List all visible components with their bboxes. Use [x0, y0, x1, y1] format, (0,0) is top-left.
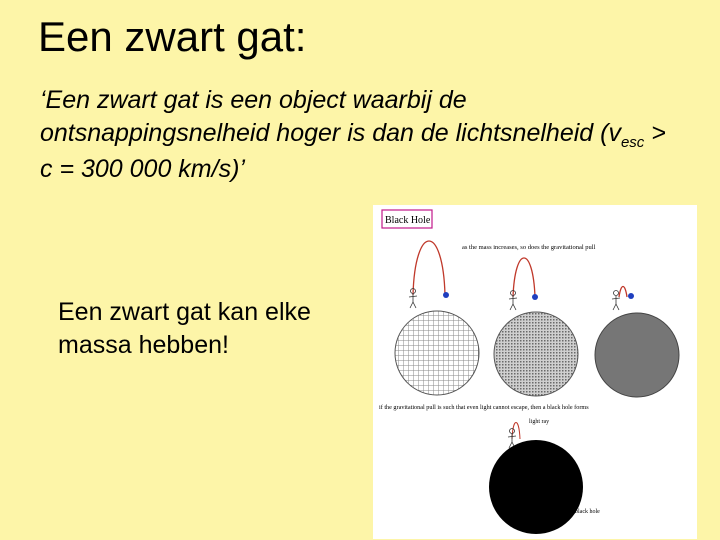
black-hole-definition [40, 84, 680, 186]
trajectory-1 [413, 241, 445, 295]
definition-text-end: > c = 300 000 km/s)’ [40, 119, 666, 183]
ball-2 [532, 294, 538, 300]
figure-label: Black Hole [385, 215, 431, 226]
trajectory-3 [619, 287, 627, 298]
ball-3 [628, 293, 634, 299]
trajectory-2 [513, 258, 535, 297]
escape-subscript: esc [620, 134, 645, 151]
caption-middle: if the gravitational pull is such that even light cannot escape, then a black hole forms [379, 404, 589, 411]
planet-high-mass [595, 313, 679, 397]
stick-figure-3 [612, 291, 620, 311]
planet-medium-mass [494, 312, 578, 396]
mass-statement: Een zwart gat kan elke massa hebben! [58, 298, 311, 359]
slide-title: Een zwart gat: [38, 13, 307, 60]
caption-top: as the mass increases, so does the gravitational pull [462, 244, 596, 251]
ball-1 [443, 292, 449, 298]
black-hole-label: black hole [575, 509, 600, 515]
black-hole [489, 440, 583, 534]
planet-low-mass [395, 311, 479, 395]
light-ray-label: light ray [529, 419, 550, 425]
definition-text: ‘Een zwart gat is een object waarbij de ontsnappingsnelheid hoger is dan de lichtsnelheid (v [40, 86, 621, 147]
black-hole-illustration [373, 205, 697, 539]
